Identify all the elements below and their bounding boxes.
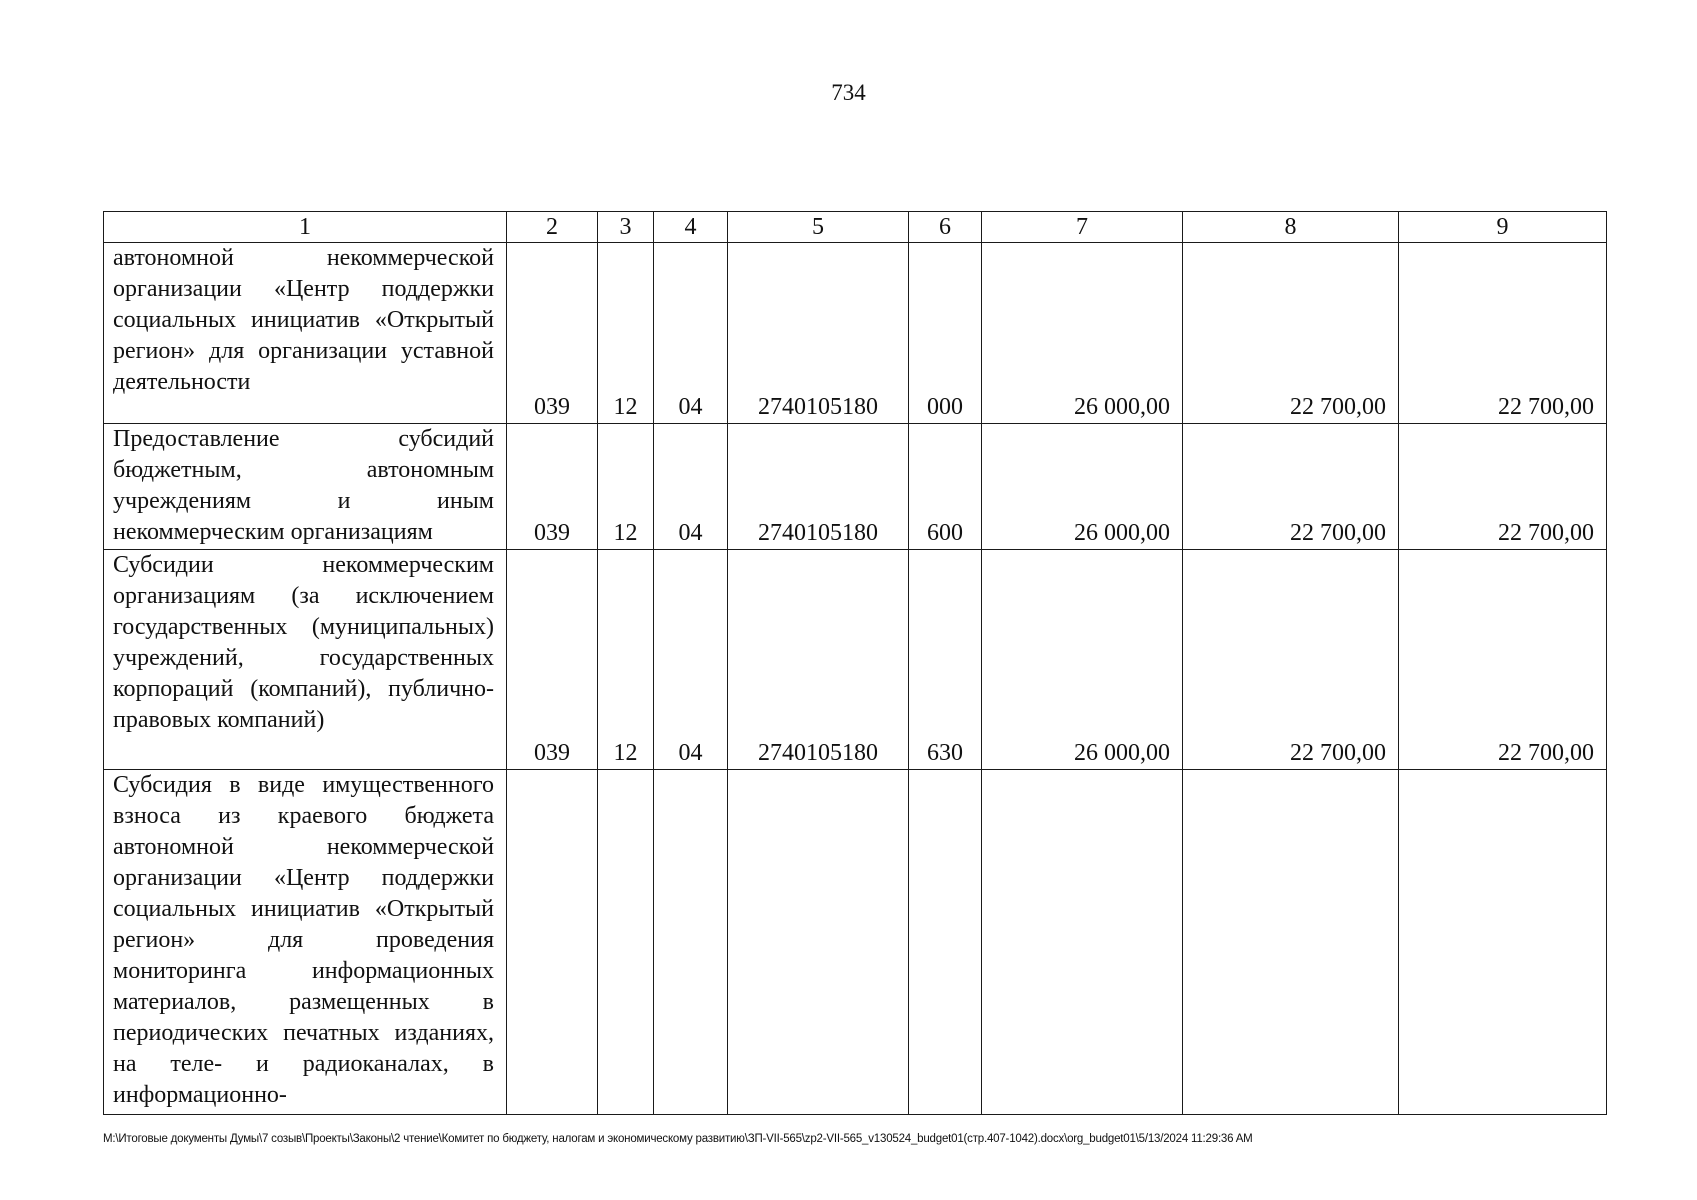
code-cell: 12 bbox=[598, 424, 654, 550]
code-cell: 600 bbox=[909, 424, 982, 550]
column-header-8: 8 bbox=[1183, 212, 1399, 243]
code-cell: 000 bbox=[909, 243, 982, 424]
amount-cell: 22 700,00 bbox=[1399, 424, 1607, 550]
amount-cell: 22 700,00 bbox=[1399, 550, 1607, 770]
column-header-3: 3 bbox=[598, 212, 654, 243]
amount-cell: 22 700,00 bbox=[1183, 243, 1399, 424]
row-name-cell: Субсидии некоммерческим организациям (за исключением государственных (муниципальных) учреждений, государственных корпораций (компаний), публично-правовых компаний) bbox=[104, 550, 507, 770]
table-row bbox=[104, 243, 1607, 424]
code-cell: 2740105180 bbox=[728, 424, 909, 550]
column-header-1: 1 bbox=[104, 212, 507, 243]
column-header-5: 5 bbox=[728, 212, 909, 243]
amount-cell: 22 700,00 bbox=[1183, 550, 1399, 770]
code-cell: 04 bbox=[654, 424, 728, 550]
amount-cell bbox=[982, 770, 1183, 1115]
code-cell: 630 bbox=[909, 550, 982, 770]
row-name-cell: автономной некоммерческой организации «Центр поддержки социальных инициатив «Открытый регион» для организации уставной деятельности bbox=[104, 243, 507, 424]
code-cell: 04 bbox=[654, 243, 728, 424]
code-cell bbox=[507, 770, 598, 1115]
row-name-cell: Предоставление субсидий бюджетным, автономным учреждениям и иным некоммерческим организациям bbox=[104, 424, 507, 550]
column-header-4: 4 bbox=[654, 212, 728, 243]
table-row bbox=[104, 770, 1607, 1115]
amount-cell: 22 700,00 bbox=[1399, 243, 1607, 424]
amount-cell bbox=[1399, 770, 1607, 1115]
code-cell: 2740105180 bbox=[728, 243, 909, 424]
column-header-9: 9 bbox=[1399, 212, 1607, 243]
amount-cell: 22 700,00 bbox=[1183, 424, 1399, 550]
table-row bbox=[104, 424, 1607, 550]
code-cell bbox=[598, 770, 654, 1115]
column-header-6: 6 bbox=[909, 212, 982, 243]
code-cell: 12 bbox=[598, 243, 654, 424]
code-cell: 2740105180 bbox=[728, 550, 909, 770]
page-number: 734 bbox=[831, 80, 866, 105]
code-cell: 04 bbox=[654, 550, 728, 770]
row-name-cell: Субсидия в виде имущественного взноса из краевого бюджета автономной некоммерческой организации «Центр поддержки социальных инициатив «Открытый регион» для проведения мониторинга информационных материалов, размещенных в периодических печатных изданиях, на теле- и радиоканалах, в информационно- bbox=[104, 770, 507, 1115]
amount-cell: 26 000,00 bbox=[982, 550, 1183, 770]
code-cell: 039 bbox=[507, 424, 598, 550]
code-cell bbox=[909, 770, 982, 1115]
code-cell: 12 bbox=[598, 550, 654, 770]
table-row bbox=[104, 550, 1607, 770]
code-cell bbox=[728, 770, 909, 1115]
column-header-7: 7 bbox=[982, 212, 1183, 243]
amount-cell bbox=[1183, 770, 1399, 1115]
table-header-row bbox=[104, 212, 1607, 243]
budget-table bbox=[103, 211, 1607, 1115]
code-cell: 039 bbox=[507, 550, 598, 770]
footer-file-path: M:\Итоговые документы Думы\7 созыв\Проекты\Законы\2 чтение\Комитет по бюджету, налогам и экономическому развитию\ЗП-VII-565\zp2-VII-565_v130524_budget01(стр.407-1042).docx\org_budget01\5/13/2024 11:29:36 AM bbox=[103, 1133, 1253, 1145]
column-header-2: 2 bbox=[507, 212, 598, 243]
amount-cell: 26 000,00 bbox=[982, 243, 1183, 424]
code-cell bbox=[654, 770, 728, 1115]
code-cell: 039 bbox=[507, 243, 598, 424]
amount-cell: 26 000,00 bbox=[982, 424, 1183, 550]
